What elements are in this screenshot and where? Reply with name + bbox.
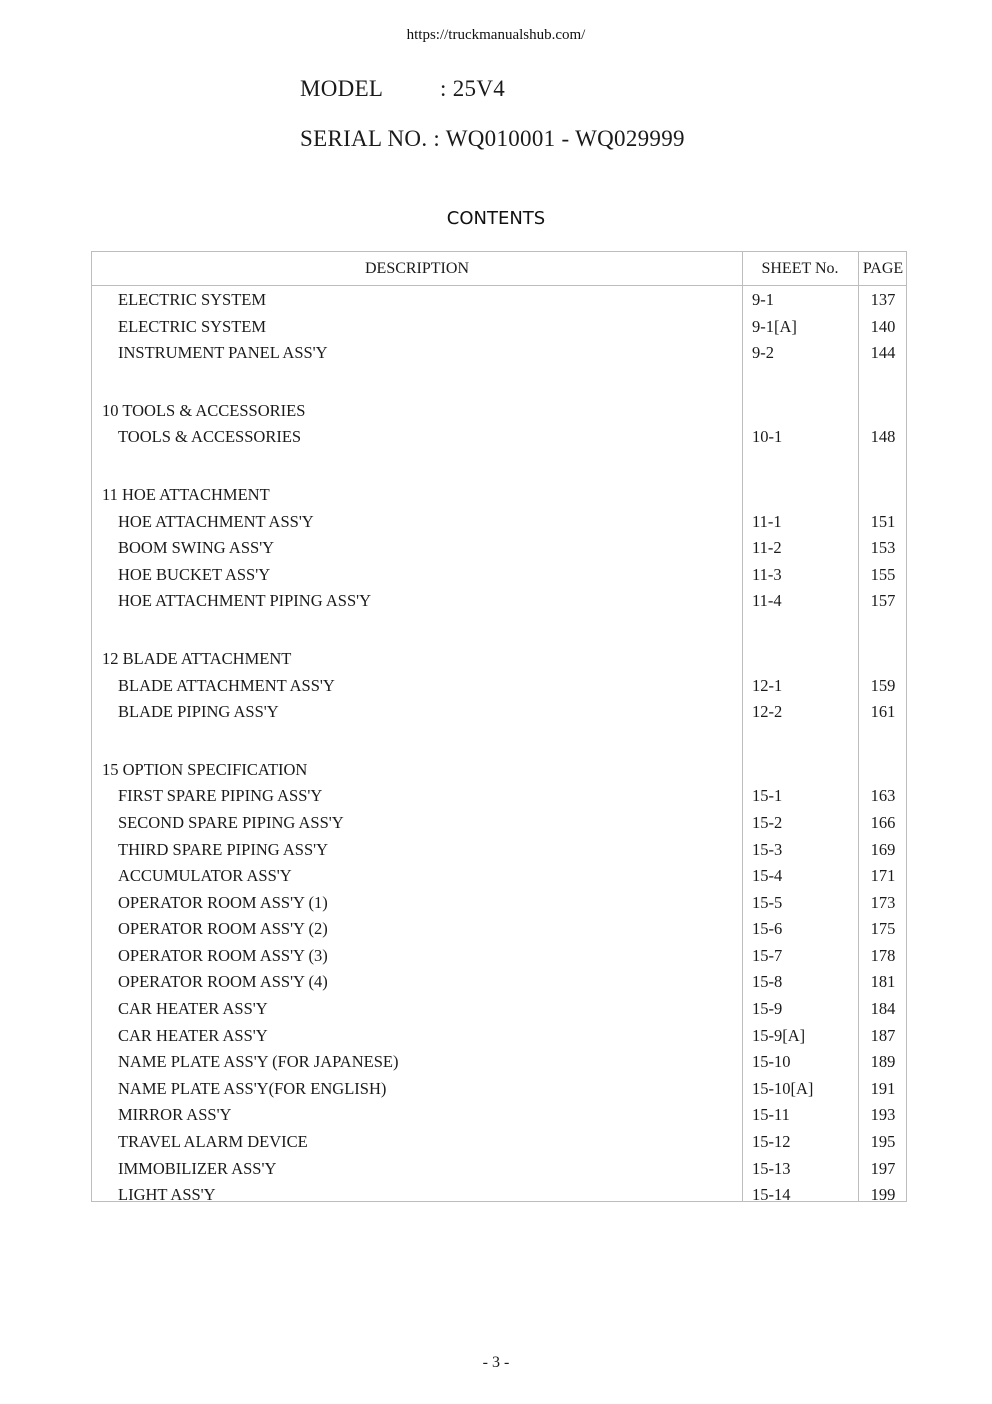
row-sheet-no: 15-9	[752, 999, 783, 1019]
table-body	[92, 286, 908, 1208]
row-page: 169	[870, 839, 896, 859]
row-description: CAR HEATER ASS'Y	[118, 999, 268, 1019]
table-row	[92, 968, 908, 995]
serial-line: SERIAL NO. : WQ010001 - WQ029999	[300, 126, 685, 151]
header-description: DESCRIPTION	[364, 260, 469, 277]
table-row	[92, 561, 908, 588]
section-row	[92, 645, 908, 672]
row-description: NAME PLATE ASS'Y(FOR ENGLISH)	[118, 1078, 387, 1098]
row-page: 140	[870, 316, 896, 336]
table-row	[92, 915, 908, 942]
row-description: NAME PLATE ASS'Y (FOR JAPANESE)	[118, 1052, 399, 1072]
row-description: SECOND SPARE PIPING ASS'Y	[118, 812, 344, 832]
row-sheet-no: 11-2	[752, 538, 782, 558]
table-row	[92, 1181, 908, 1208]
row-sheet-no: 15-5	[752, 892, 783, 912]
table-row	[92, 587, 908, 614]
row-sheet-no: 15-2	[752, 812, 783, 832]
row-page: 137	[870, 290, 896, 309]
row-page: 159	[870, 675, 896, 695]
row-description: TRAVEL ALARM DEVICE	[118, 1132, 308, 1152]
row-page: 173	[870, 892, 896, 912]
row-description: HOE ATTACHMENT PIPING ASS'Y	[118, 591, 372, 611]
row-sheet-no: 15-10	[752, 1052, 791, 1072]
table-row	[92, 698, 908, 725]
row-sheet-no: 12-2	[752, 702, 783, 722]
row-description: BLADE ATTACHMENT ASS'Y	[118, 675, 335, 695]
table-row	[92, 1155, 908, 1182]
row-sheet-no: 15-8	[752, 972, 783, 992]
spacer-row	[92, 614, 908, 645]
row-page: 151	[870, 511, 896, 531]
page-number: - 3 -	[482, 1354, 510, 1371]
row-description: OPERATOR ROOM ASS'Y (4)	[118, 972, 328, 992]
table-row	[92, 339, 908, 366]
row-page: 148	[870, 427, 896, 447]
row-description: BLADE PIPING ASS'Y	[118, 702, 279, 722]
row-sheet-no: 15-13	[752, 1158, 791, 1178]
row-description: TOOLS & ACCESSORIES	[118, 427, 302, 447]
row-description: ELECTRIC SYSTEM	[118, 290, 267, 309]
row-sheet-no: 15-6	[752, 919, 783, 939]
row-page: 197	[870, 1158, 896, 1178]
row-page: 191	[870, 1078, 896, 1098]
row-description: HOE ATTACHMENT ASS'Y	[118, 511, 314, 531]
row-description: FIRST SPARE PIPING ASS'Y	[118, 786, 323, 806]
row-description: HOE BUCKET ASS'Y	[118, 564, 271, 584]
row-sheet-no: 9-1[A]	[752, 316, 797, 336]
table-row	[92, 942, 908, 969]
row-page: 171	[870, 866, 896, 886]
row-sheet-no: 12-1	[752, 675, 783, 695]
table-row	[92, 534, 908, 561]
header-page: PAGE	[862, 260, 904, 277]
row-description: THIRD SPARE PIPING ASS'Y	[118, 839, 329, 859]
header-sheet-no: SHEET No.	[761, 260, 839, 277]
table-row	[92, 1048, 908, 1075]
row-sheet-no: 15-12	[752, 1132, 791, 1152]
section-title: 12 BLADE ATTACHMENT	[102, 648, 292, 668]
row-description: OPERATOR ROOM ASS'Y (1)	[118, 892, 328, 912]
table-row	[92, 809, 908, 836]
table-row	[92, 1075, 908, 1102]
row-sheet-no: 15-1	[752, 786, 783, 806]
row-page: 178	[870, 945, 896, 965]
row-page: 175	[870, 919, 896, 939]
table-row	[92, 862, 908, 889]
row-description: ACCUMULATOR ASS'Y	[118, 866, 292, 886]
row-sheet-no: 15-7	[752, 945, 783, 965]
table-row	[92, 995, 908, 1022]
row-sheet-no: 15-3	[752, 839, 783, 859]
model-line	[300, 76, 505, 102]
row-page: 153	[870, 538, 896, 558]
table-row	[92, 1022, 908, 1049]
source-url[interactable]: https://truckmanualshub.com/	[406, 27, 586, 43]
row-page: 166	[870, 812, 896, 832]
row-page: 161	[870, 702, 896, 722]
row-description: BOOM SWING ASS'Y	[118, 538, 275, 558]
table-row	[92, 836, 908, 863]
row-page: 163	[870, 786, 896, 806]
row-page: 193	[870, 1105, 896, 1125]
spacer-row	[92, 725, 908, 756]
table-row	[92, 672, 908, 699]
row-sheet-no: 9-2	[752, 343, 774, 363]
row-sheet-no: 15-10[A]	[752, 1078, 814, 1098]
table-row	[92, 1128, 908, 1155]
row-page: 157	[870, 591, 896, 611]
row-sheet-no: 15-4	[752, 866, 783, 886]
spacer-row	[92, 450, 908, 481]
table-row	[92, 423, 908, 450]
row-sheet-no: 10-1	[752, 427, 783, 447]
section-title: 15 OPTION SPECIFICATION	[102, 759, 308, 779]
row-description: OPERATOR ROOM ASS'Y (2)	[118, 919, 328, 939]
contents-table	[91, 251, 907, 1205]
row-page: 144	[870, 343, 896, 363]
table-row	[92, 782, 908, 809]
row-sheet-no: 11-1	[752, 511, 782, 531]
row-description: MIRROR ASS'Y	[118, 1105, 232, 1125]
row-page: 187	[870, 1025, 896, 1045]
row-page: 195	[870, 1132, 896, 1152]
row-description: INSTRUMENT PANEL ASS'Y	[118, 343, 328, 363]
row-page: 184	[870, 999, 896, 1019]
model-value: : 25V4	[440, 76, 506, 101]
row-description: CAR HEATER ASS'Y	[118, 1025, 268, 1045]
row-page: 199	[870, 1185, 896, 1205]
row-description: LIGHT ASS'Y	[118, 1185, 216, 1205]
section-row	[92, 397, 908, 424]
model-label: MODEL	[300, 76, 384, 101]
row-sheet-no: 15-14	[752, 1185, 791, 1205]
row-sheet-no: 11-3	[752, 564, 782, 584]
table-row	[92, 889, 908, 916]
section-row	[92, 756, 908, 783]
row-description: ELECTRIC SYSTEM	[118, 316, 267, 336]
row-description: IMMOBILIZER ASS'Y	[118, 1158, 277, 1178]
row-sheet-no: 15-11	[752, 1105, 790, 1125]
section-title: 10 TOOLS & ACCESSORIES	[102, 400, 306, 420]
row-description: OPERATOR ROOM ASS'Y (3)	[118, 945, 328, 965]
contents-title: CONTENTS	[446, 208, 546, 229]
row-sheet-no: 15-9[A]	[752, 1025, 806, 1045]
section-title: 11 HOE ATTACHMENT	[102, 484, 270, 504]
table-row	[92, 1101, 908, 1128]
table-row	[92, 508, 908, 535]
row-sheet-no: 11-4	[752, 591, 782, 611]
row-page: 189	[870, 1052, 896, 1072]
table-row	[92, 313, 908, 340]
row-sheet-no: 9-1	[752, 290, 774, 309]
row-page: 181	[870, 972, 896, 992]
spacer-row	[92, 366, 908, 397]
section-row	[92, 481, 908, 508]
row-page: 155	[870, 564, 896, 584]
table-row	[92, 286, 908, 313]
